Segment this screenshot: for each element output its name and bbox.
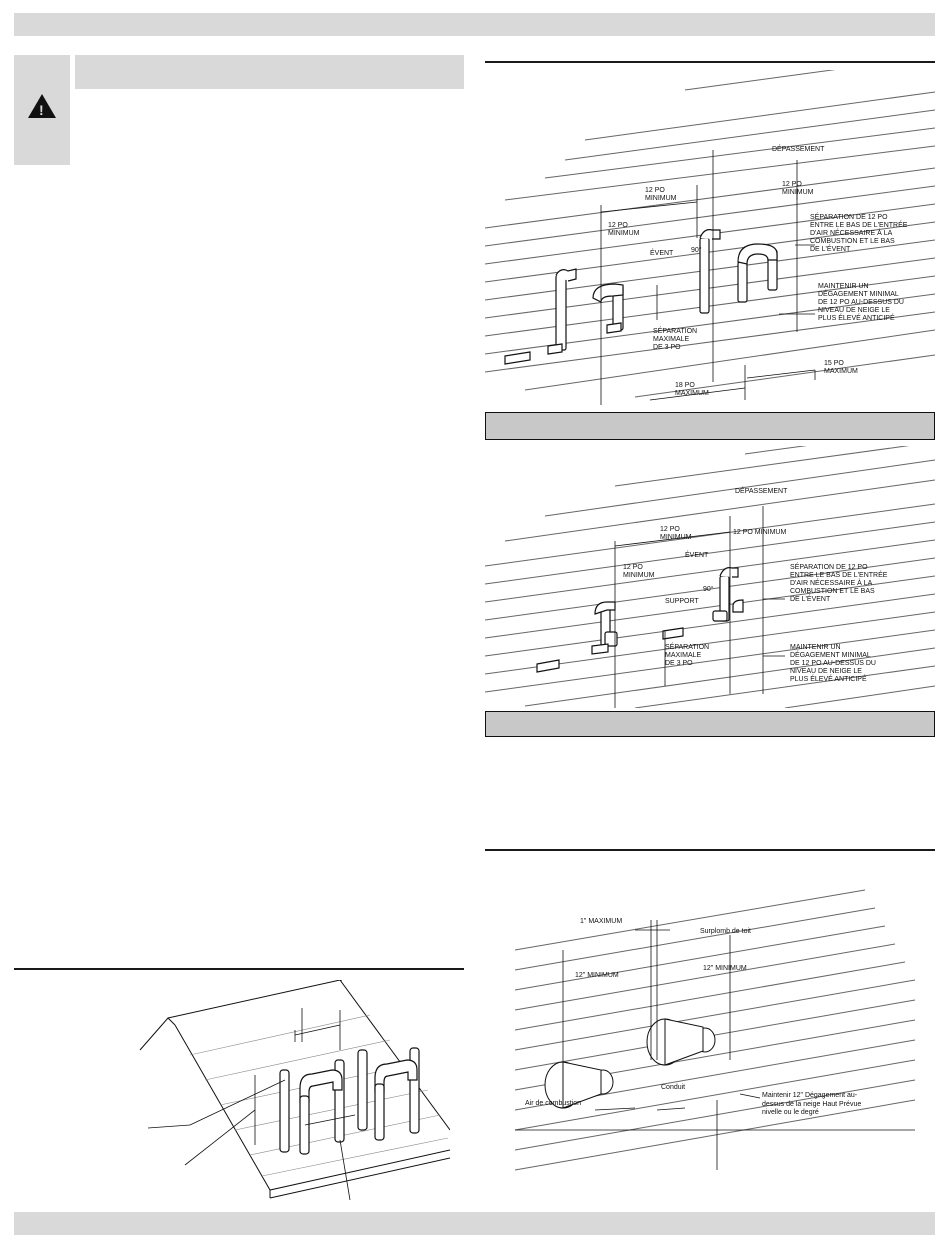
section-rule-right-bottom [485, 849, 935, 851]
fig3-conduit-label: Conduit [661, 1084, 686, 1091]
fig3-min12-right-label: 12" MINIMUM [703, 965, 747, 972]
fig3-overhang-label: Surplomb de toit [700, 928, 751, 935]
warning-title-bar [75, 55, 464, 89]
fig3-snow-label: Maintenir 12" Dégagement au- dessus de la neige Haut Prévue nivelle ou le degré [762, 1092, 862, 1116]
fig1-overhang-label: DÉPASSEMENT [772, 146, 825, 153]
figure-4-drawing [130, 980, 450, 1210]
fig2-angle-label: 90° [703, 586, 714, 593]
warning-symbol: ! [39, 102, 44, 118]
fig2-sep3-label: SÉPARATION MAXIMALE DE 3 PO [665, 644, 710, 667]
pipes [537, 568, 743, 672]
fig2-support-label: SUPPORT [665, 598, 699, 605]
fig3-max1-label: 1" MAXIMUM [580, 918, 623, 925]
figure-1-wall-vent-diagram [485, 70, 935, 410]
fig1-angle-label: 90° [691, 247, 702, 254]
fig2-overhang-label: DÉPASSEMENT [735, 488, 788, 495]
fig2-min12-top-label: 12 PO MINIMUM [660, 526, 692, 541]
fig1-snow-label: MAINTENIR UN DÉGAGEMENT MINIMAL DE 12 PO AU-DESSUS DU NIVEAU DE NEIGE LE PLUS ÉLEVÉ ANTICIPÉ [818, 283, 904, 322]
dimension-lines [148, 1008, 355, 1200]
pipes [280, 1048, 419, 1154]
figure-3-concentric-vent-diagram [485, 880, 935, 1190]
fig1-vent-label: ÉVENT [650, 250, 674, 257]
fig3-min12-left-label: 12" MINIMUM [575, 972, 619, 979]
vent-terminals [545, 1019, 715, 1108]
figure-2-caption-bar [485, 711, 935, 737]
fig1-min12-top-label: 12 PO MINIMUM [645, 187, 677, 202]
fig1-max18-label: 18 PO MAXIMUM [675, 382, 709, 397]
fig2-sep12-label: SÉPARATION DE 12 PO ENTRE LE BAS DE L'ENTRÉE D'AIR NÉCESSAIRE À LA COMBUSTION ET LE BAS DE L'ÉVENT [790, 564, 888, 603]
fig3-air-label: Air de combustion [525, 1100, 582, 1107]
fig1-min12-left-label: 12 PO MINIMUM [608, 222, 640, 237]
shingles [190, 1015, 448, 1176]
fig1-sep12-label: SÉPARATION DE 12 PO ENTRE LE BAS DE L'ENTRÉE D'AIR NÉCESSAIRE À LA COMBUSTION ET LE BAS DE L'ÉVENT [810, 214, 908, 253]
section-rule-left-bottom [14, 968, 464, 970]
fig1-max15-label: 15 PO MAXIMUM [824, 360, 858, 375]
fig2-vent-label: ÉVENT [685, 552, 709, 559]
figure-1-caption-bar [485, 412, 935, 440]
fig1-sep3-label: SÉPARATION MAXIMALE DE 3 PO [653, 328, 698, 351]
fig1-min12-right-label: 12 PO MINIMUM [782, 181, 814, 196]
figure-3-drawing [485, 880, 935, 1190]
page-footer-band [14, 1212, 935, 1235]
dimension-lines [515, 920, 915, 1170]
figure-4-roof-vent-diagram [130, 980, 450, 1210]
warning-block [14, 55, 464, 165]
figure-2-wall-vent-diagram [485, 446, 935, 708]
fig2-min12-left-label: 12 PO MINIMUM [623, 564, 655, 579]
fig2-min12-mid-label: 12 PO MINIMUM [733, 529, 787, 536]
page-header-band [14, 13, 935, 36]
fig2-snow-label: MAINTENIR UN DÉGAGEMENT MINIMAL DE 12 PO AU-DESSUS DU NIVEAU DE NEIGE LE PLUS ÉLEVÉ ANTICIPÉ [790, 644, 876, 683]
section-rule-right-top [485, 61, 935, 63]
